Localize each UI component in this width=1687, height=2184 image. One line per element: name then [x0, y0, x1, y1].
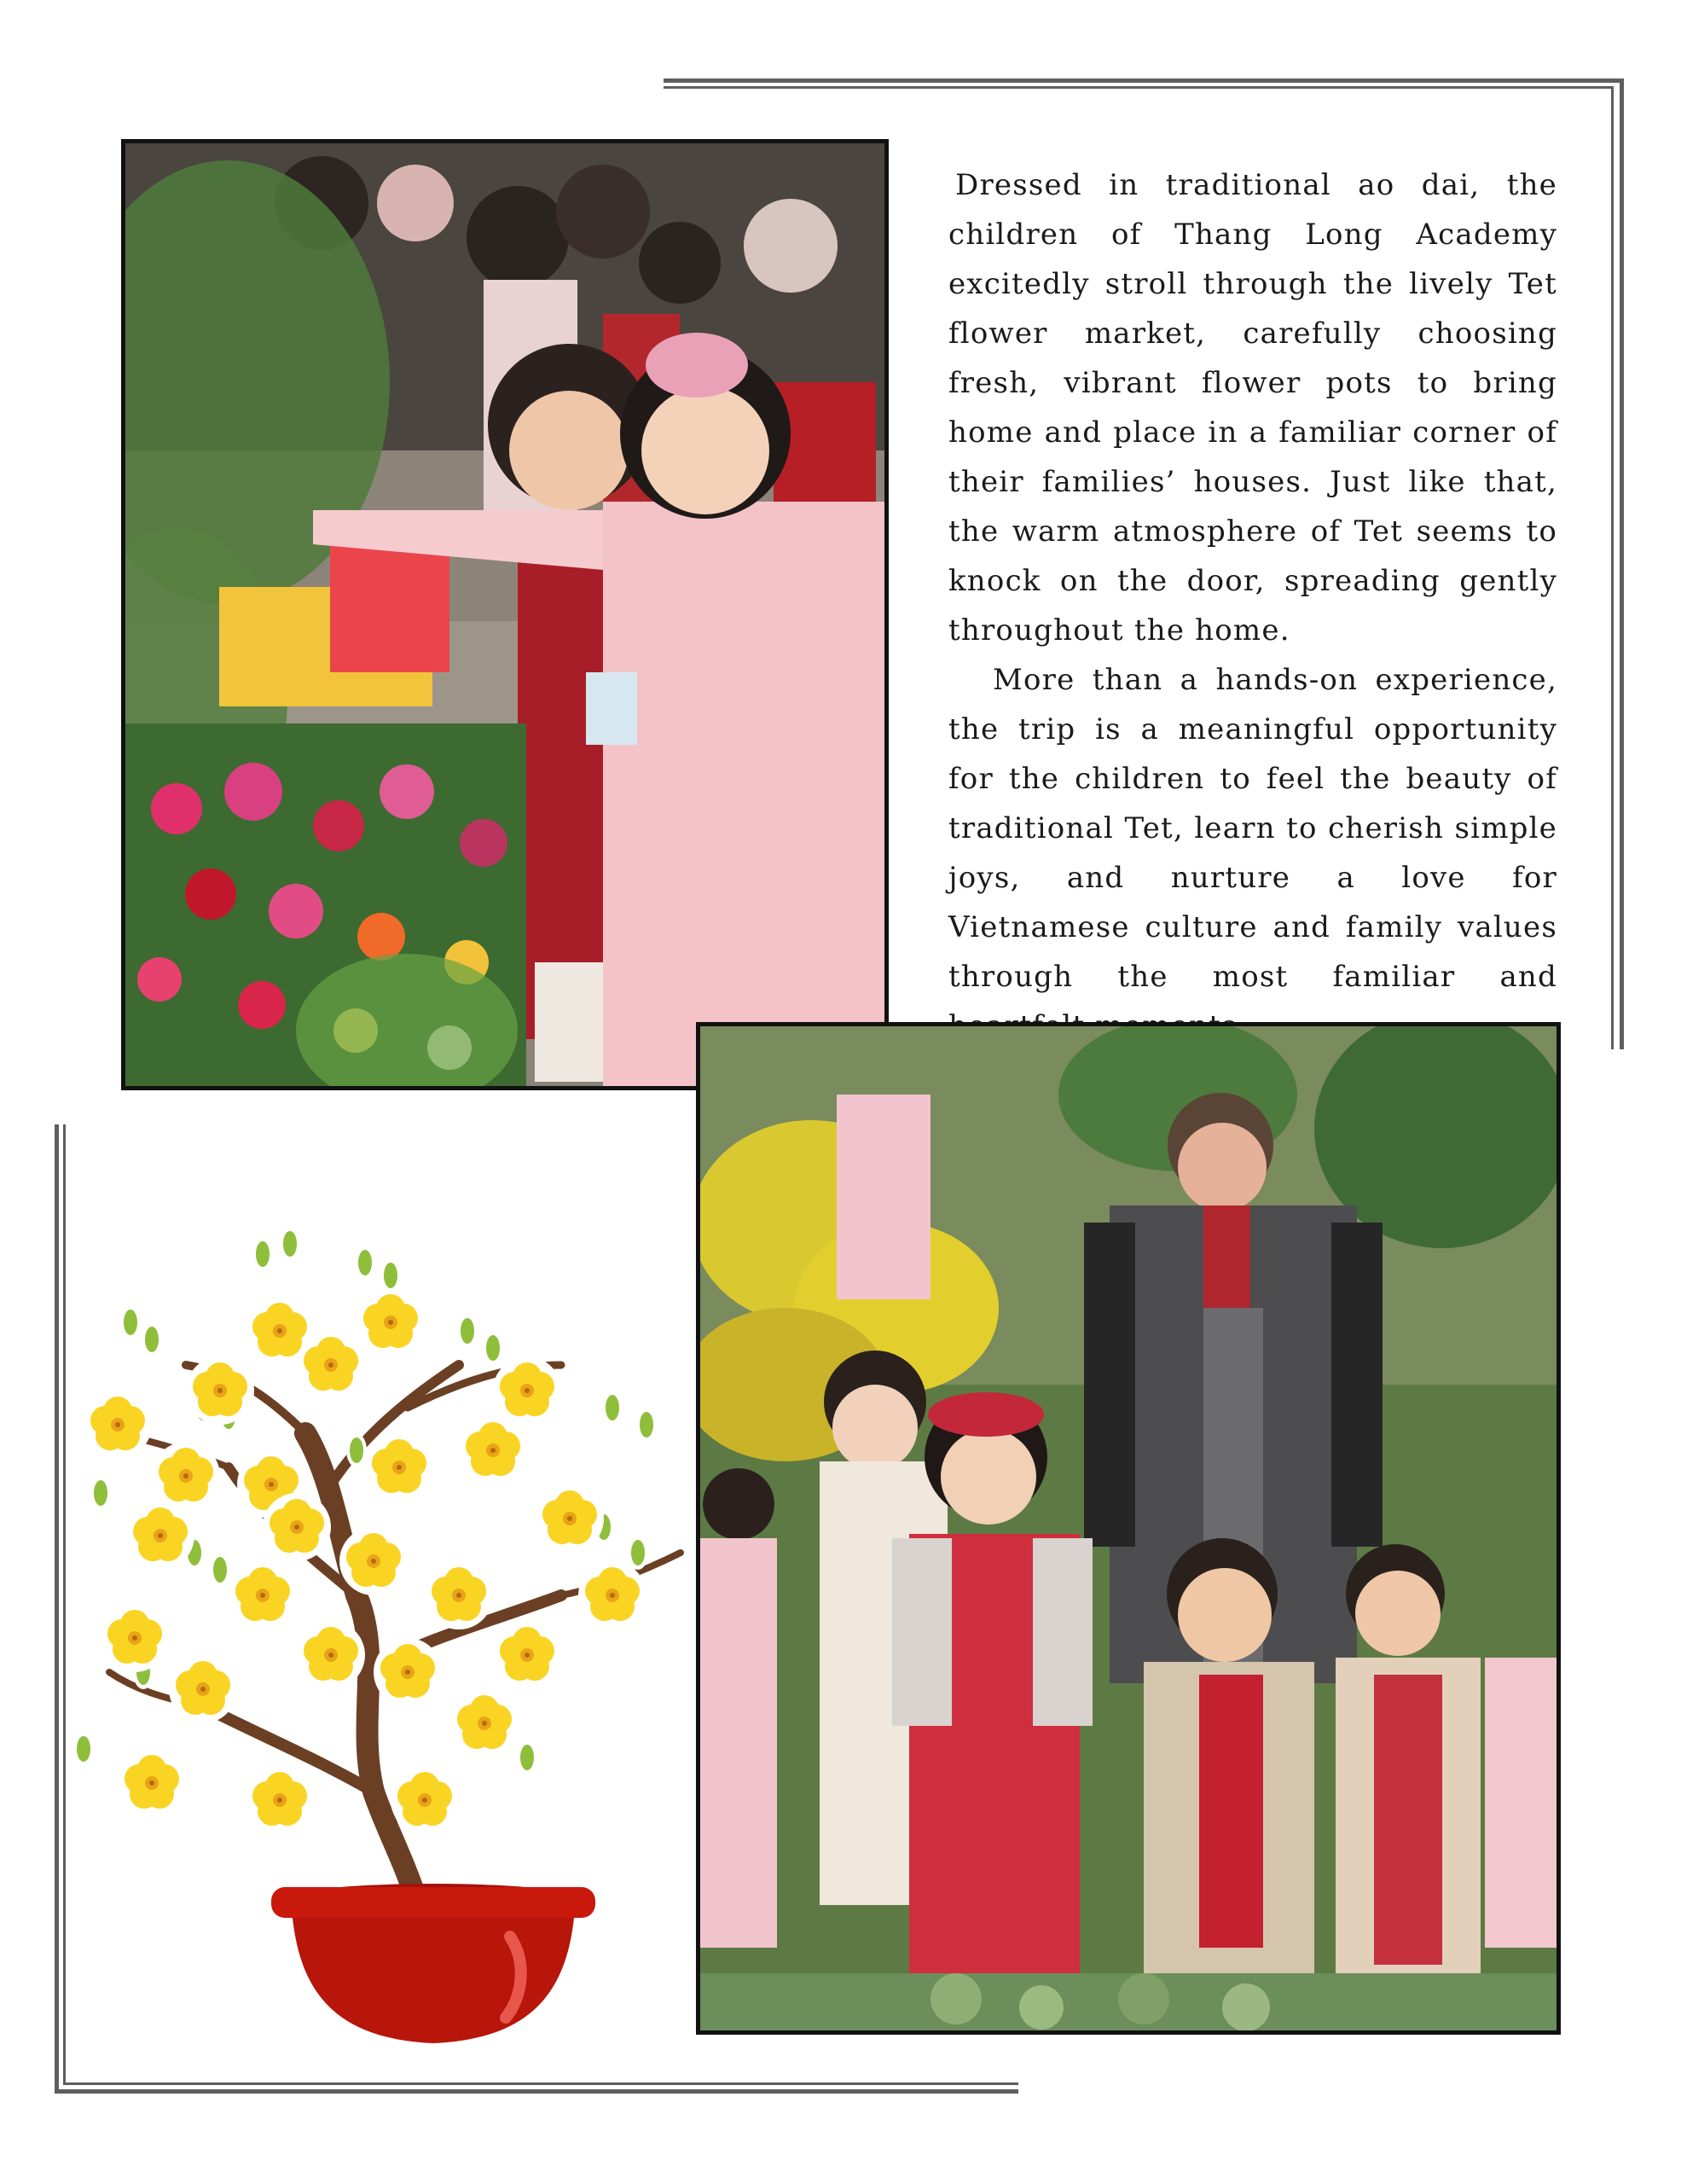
article-paragraph-2: More than a hands-on experience, the trip is a meaningful opportunity for the children to feel the beauty of traditional Tet, learn to cherish simple joys, and nurture a love for Vietnamese culture and family values through the most familiar and	[948, 663, 1557, 994]
photo-children-scene	[125, 143, 884, 1086]
frame-line-top-right-inner	[664, 86, 1614, 89]
article-text	[948, 160, 1557, 1051]
frame-line-top-right-outer	[664, 78, 1624, 83]
frame-line-bottom-outer	[55, 2089, 1018, 2094]
photo-children-pointing-at-flowers	[121, 139, 889, 1090]
frame-line-bottom-inner	[63, 2082, 1018, 2085]
photo-teacher-and-children-at-market	[696, 1022, 1561, 2035]
mai-apricot-blossom-tree-icon	[49, 1194, 749, 2065]
frame-line-right-inner	[1611, 86, 1614, 1049]
frame-line-right-outer	[1620, 78, 1624, 1049]
photo-teacher-scene	[700, 1026, 1557, 2030]
article-paragraph-1: Dressed in traditional ao dai, the children of Thang Long Academy excitedly stroll through the lively Tet flower market, carefully choosing fresh, vibrant flower pots to bring home and place in a familiar corner of their families’ houses. Just like that, the warm atmosphere of Tet seems to knock on the door, spreading gently throughout the home.	[948, 168, 1557, 648]
